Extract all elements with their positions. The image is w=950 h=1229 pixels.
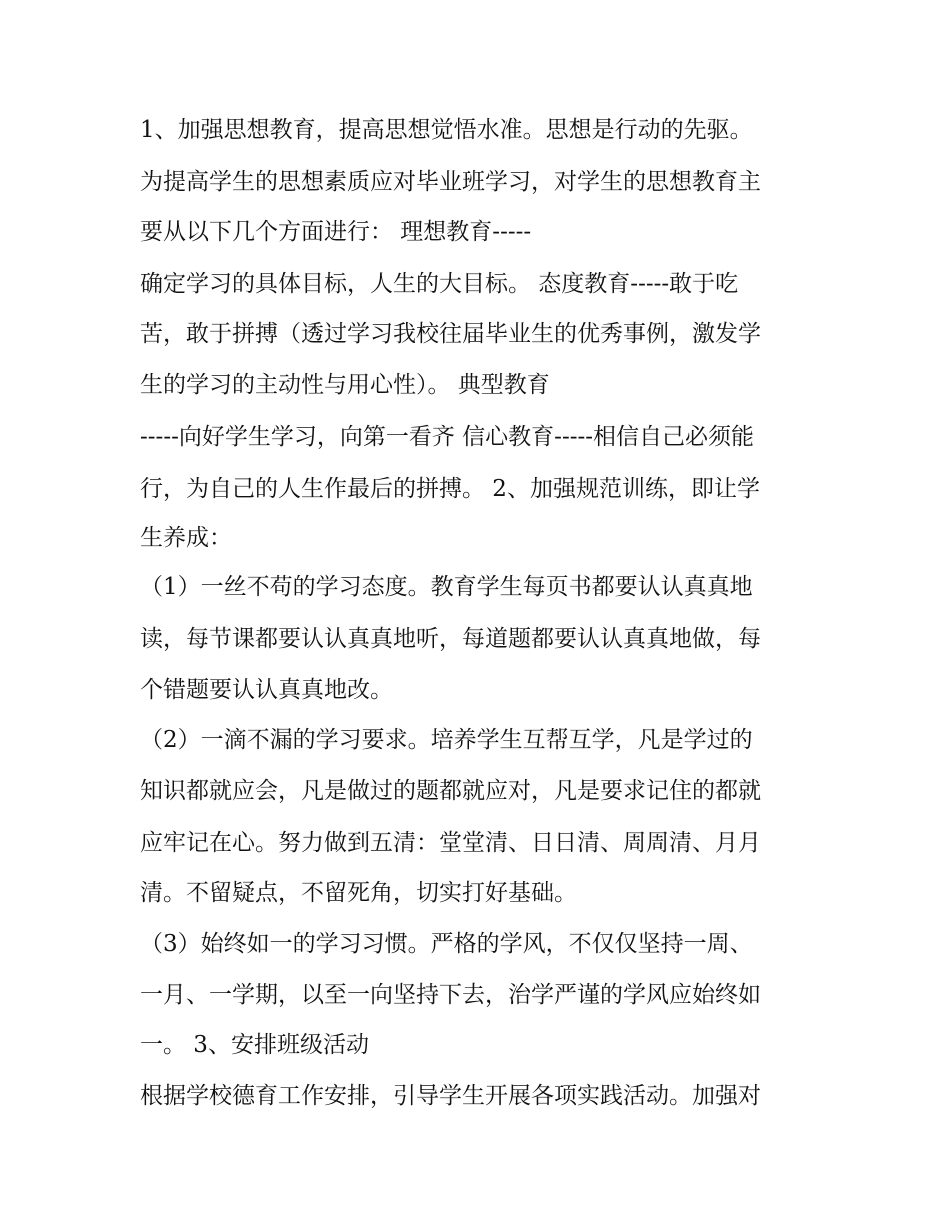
text-line-3: 要从以下几个方面进行： 理想教育----- — [140, 219, 532, 245]
text-line-7: -----向好学生学习，向第一看齐 信心教育-----相信自己必须能 — [140, 424, 755, 450]
text-line-15: 应牢记在心。努力做到五清：堂堂清、日日清、周周清、月月 — [140, 830, 761, 856]
text-line-17: （3）始终如一的学习习惯。严格的学风，不仅仅坚持一周、 — [140, 931, 753, 957]
text-line-1: 1、加强思想教育，提高思想觉悟水准。思想是行动的先驱。 — [140, 117, 753, 143]
text-line-11: 读，每节课都要认认真真地听，每道题都要认认真真地做，每 — [140, 626, 761, 652]
text-line-10: （1）一丝不苟的学习态度。教育学生每页书都要认认真真地 — [140, 574, 753, 600]
text-line-18: 一月、一学期，以至一向坚持下去，治学严谨的学风应始终如 — [140, 982, 761, 1008]
text-line-13: （2）一滴不漏的学习要求。培养学生互帮互学，凡是学过的 — [140, 727, 753, 753]
text-line-20: 根据学校德育工作安排，引导学生开展各项实践活动。加强对 — [140, 1083, 761, 1109]
text-line-9: 生养成： — [140, 525, 232, 551]
text-line-16: 清。不留疑点，不留死角，切实打好基础。 — [140, 880, 577, 906]
text-line-14: 知识都就应会，凡是做过的题都就应对，凡是要求记住的都就 — [140, 778, 761, 804]
text-line-4: 确定学习的具体目标，人生的大目标。 态度教育-----敢于吃 — [140, 271, 739, 297]
text-line-19: 一。 3、安排班级活动 — [140, 1032, 369, 1058]
text-line-2: 为提高学生的思想素质应对毕业班学习，对学生的思想教育主 — [140, 169, 761, 195]
text-line-12: 个错题要认认真真地改。 — [140, 677, 393, 703]
text-line-6: 生的学习的主动性与用心性）。 典型教育 — [140, 372, 550, 398]
text-line-5: 苦，敢于拼搏（透过学习我校往届毕业生的优秀事例，激发学 — [140, 321, 761, 347]
text-line-8: 行，为自己的人生作最后的拼搏。 2、加强规范训练，即让学 — [140, 476, 760, 502]
